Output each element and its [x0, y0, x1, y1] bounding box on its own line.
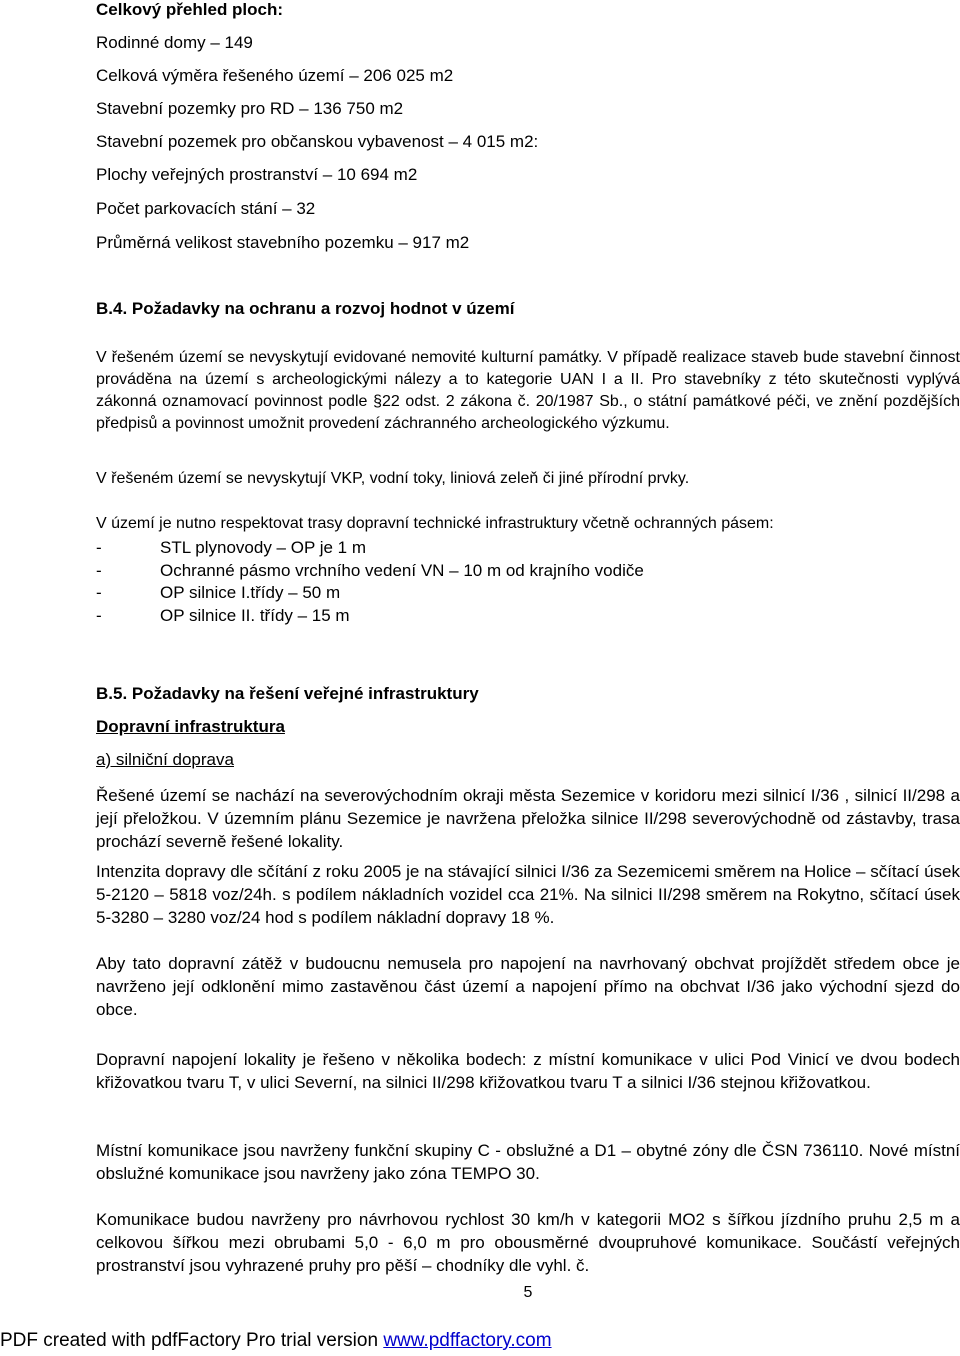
b5-paragraph: Dopravní napojení lokality je řešeno v několika bodech: z místní komunikace v ulici Pod Vinicí ve dvou bodech křižovatkou tvaru T, v ulici Severní, na silnici II/298 křižovatkou tvaru T a silnici I/36 stejnou křižovatkou. — [96, 1050, 960, 1092]
section-heading-b5: B.5. Požadavky na řešení veřejné infrastruktury — [96, 684, 479, 703]
list-item — [96, 604, 960, 627]
overview-item: Celková výměra řešeného území – 206 025 m2 — [96, 66, 454, 85]
list-dash: - — [96, 538, 102, 557]
b5-paragraph: Aby tato dopravní zátěž v budoucnu nemusela pro napojení na navrhovaný obchvat projíždět středem obce je navrženo její odklonění mimo zastavěnou část území a napojení přímo na obchvat I/36 jako východní sjezd do obce. — [96, 954, 960, 1019]
b5-paragraph: Komunikace budou navrženy pro návrhovou rychlost 30 km/h v kategorii MO2 s šířkou jízdního pruhu 2,5 m a celkovou šířkou mezi obrubami 5,0 - 6,0 m pro obousměrné dvoupruhové komunikace. Součástí veřejných prostranství jsou vyhrazené pruhy pro pěší – chodníky dle vyhl. č. — [96, 1210, 960, 1275]
b4-paragraph: V řešeném území se nevyskytují evidované nemovité kulturní památky. V případě realizace staveb bude stavební činnost prováděna na území s archeologickými nálezy a to kategorie UAN I a II. Pro stavebníky z této skutečnosti vyplývá zákonná oznamovací povinnost podle §22 odst. 2 zákona č. 20/1987 Sb., o státní památkové péči, ve znění pozdějších předpisů a povinnost umožnit provedení záchranného archeologického výzkumu. — [96, 349, 960, 432]
overview-heading: Celkový přehled ploch: — [96, 0, 284, 19]
b5-paragraph: Místní komunikace jsou navrženy funkční skupiny C - obslužné a D1 – obytné zóny dle ČSN 736110. Nové místní obslužné komunikace jsou navrženy jako zóna TEMPO 30. — [96, 1141, 960, 1183]
overview-item: Plochy veřejných prostranství – 10 694 m2 — [96, 165, 418, 184]
footer-text: PDF created with pdfFactory Pro trial version — [0, 1330, 384, 1351]
list-item-text: OP silnice I.třídy – 50 m — [160, 583, 341, 602]
b5-paragraph: Řešené území se nachází na severovýchodním okraji města Sezemice v koridoru mezi silnicí I/36 , silnicí II/298 a její přeložkou. V územním plánu Sezemice je navržena přeložka silnice II/298 severovýchodně od zástavby, trasa prochází severně řešené lokality. — [96, 786, 960, 851]
overview-item: Průměrná velikost stavebního pozemku – 917 m2 — [96, 233, 470, 252]
overview-item: Počet parkovacích stání – 32 — [96, 199, 316, 218]
b4-paragraph: V území je nutno respektovat trasy dopravní technické infrastruktury včetně ochranných pásem: — [96, 515, 774, 532]
list-dash: - — [96, 583, 102, 602]
list-item-text: STL plynovody – OP je 1 m — [160, 538, 366, 557]
overview-item: Stavební pozemek pro občanskou vybavenost – 4 015 m2: — [96, 132, 539, 151]
list-item — [96, 559, 960, 582]
page-number: 5 — [523, 1284, 533, 1301]
list-dash: - — [96, 606, 102, 625]
list-item-text: Ochranné pásmo vrchního vedení VN – 10 m od krajního vodiče — [160, 561, 644, 580]
overview-item: Rodinné domy – 149 — [96, 33, 253, 52]
section-heading-b4: B.4. Požadavky na ochranu a rozvoj hodnot v území — [96, 299, 515, 318]
footer-link[interactable]: www.pdffactory.com — [383, 1330, 552, 1351]
pdf-footer — [0, 1330, 552, 1352]
list-item-text: OP silnice II. třídy – 15 m — [160, 606, 350, 625]
list-dash: - — [96, 561, 102, 580]
overview-item: Stavební pozemky pro RD – 136 750 m2 — [96, 99, 404, 118]
list-item — [96, 536, 960, 559]
b4-paragraph: V řešeném území se nevyskytují VKP, vodní toky, liniová zeleň či jiné přírodní prvky. — [96, 470, 690, 487]
list-item — [96, 581, 960, 604]
subsubsection-heading: a) silniční doprava — [96, 750, 234, 769]
b5-paragraph: Intenzita dopravy dle sčítání z roku 2005 je na stávající silnici I/36 za Sezemicemi směrem na Holice – sčítací úsek 5-2120 – 5818 voz/24h. s podílem nákladních vozidel cca 21%. Na silnici II/298 směrem na Rokytno, sčítací úsek 5-3280 – 3280 voz/24 hod s podílem nákladní dopravy 18 %. — [96, 862, 960, 927]
subsection-heading: Dopravní infrastruktura — [96, 717, 285, 736]
